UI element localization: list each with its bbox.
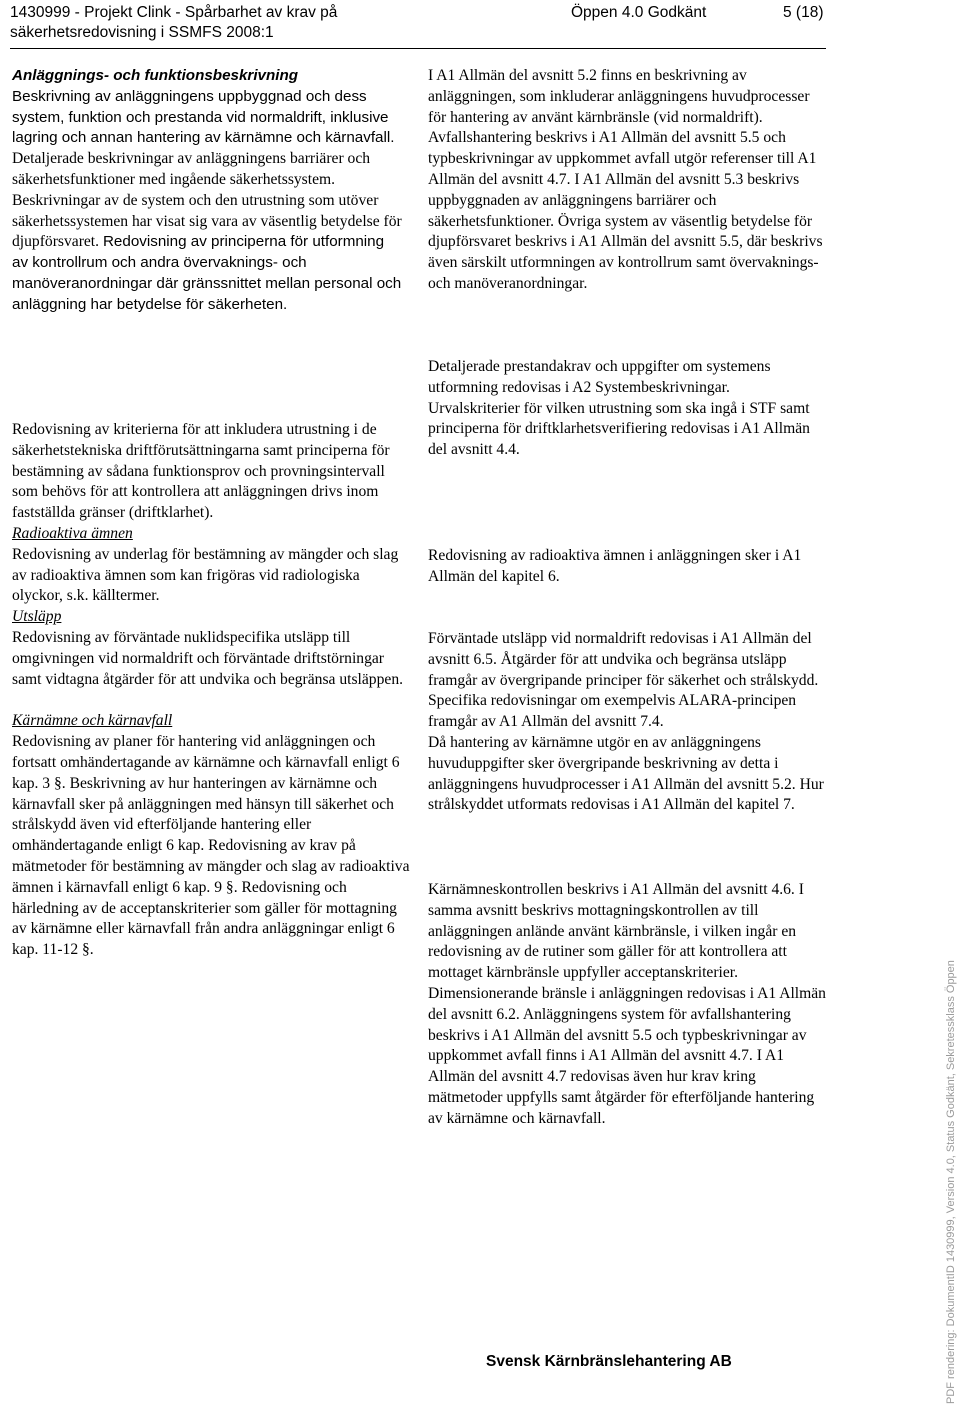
section-heading-releases: Utsläpp [12,608,62,626]
section-heading-radioactive: Radioaktiva ämnen [12,524,133,542]
right-column-response-2 [428,357,826,461]
right-column-response-3 [428,546,826,588]
pdf-rendering-sidebar: PDF rendering: DokumentID 1430999, Version 4.0, Status Godkänt, Sekretessklass Öppen [945,960,957,1404]
left-block-requirements [12,420,410,961]
requirement-paragraph-releases: Redovisning av förväntade nuklidspecifika utsläpp till omgivningen vid normaldrift och förväntade driftstörningar samt vidtagna åtgärder för att undvika och begränsa utsläppen. [12,628,404,688]
response-paragraph-releases: Förväntade utsläpp vid normaldrift redovisas i A1 Allmän del avsnitt 6.5. Åtgärder för att undvika och begränsa utsläpp framgår av övergripande principer för säkerhet och strålskydd. Specifika redovisningar om exempelvis ALARA-principen framgår av A1 Allmän del avsnitt 7.4. [428,630,819,731]
response-paragraph-nuclear-handling: Då hantering av kärnämne utgör en av anläggningens huvuduppgifter sker övergripande beskrivning av detta i anläggningens huvudprocesser i A1 Allmän del avsnitt 5.2. Hur strålskyddet utformats redovisas i A1 Allmän del kapitel 7. [428,733,824,814]
response-paragraph-facility: I A1 Allmän del avsnitt 5.2 finns en beskrivning av anläggningen, som inkluderar anläggningens huvudprocesser för hantering av använt kärnbränsle (vid normaldrift). Avfallshantering beskrivs i A1 Allmän del avsnitt 5.5 och typbeskrivningar av uppkommet avfall utgör referenser till A1 Allmän del avsnitt 4.7. I A1 Allmän del avsnitt 5.3 beskrivs uppbyggnaden av anläggningens barriärer och säkerhetsfunktioner. Övriga system av väsentlig betydelse för djupförsvaret beskrivs i A1 Allmän del avsnitt 5.5, där beskrivs även särskilt utformningen av kontrollrum samt övervaknings- och manöveranordningar. [428,67,823,292]
response-paragraph-performance: Detaljerade prestandakrav och uppgifter om systemens utformning redovisas i A2 Systembeskrivningar. [428,358,771,396]
document-title: 1430999 - Projekt Clink - Spårbarhet av krav på [10,4,338,21]
document-status: Öppen 4.0 Godkänt [571,4,707,21]
header-divider [10,48,826,49]
document-subtitle: säkerhetsredovisning i SSMFS 2008:1 [10,24,274,41]
right-column-response-4 [428,629,826,816]
footer-company: Svensk Kärnbränslehantering AB [486,1353,732,1370]
requirement-paragraph-operability: Redovisning av kriterierna för att inkludera utrustning i de säkerhetstekniska driftförutsättningarna samt principerna för bestämning av sådana funktionsprov och provningsintervall som behövs för att kontrollera att anläggningen drivs inom fastställda gränser (driftklarhet). [12,421,390,522]
right-column-response-1 [428,66,826,295]
page-number: 5 (18) [783,4,824,21]
response-paragraph-radioactive: Redovisning av radioaktiva ämnen i anläggningen sker i A1 Allmän del kapitel 6. [428,547,802,585]
section-heading-design: Anläggnings- och funktionsbeskrivning [12,67,299,84]
section-heading-nuclear-material: Kärnämne och kärnavfall [12,712,173,730]
response-paragraph-selection-criteria: Urvalskriterier för vilken utrustning som ska ingå i STF samt principerna för driftklarhetsverifiering redovisas i A1 Allmän del avsnitt 4.4. [428,399,810,459]
requirement-paragraph-nuclear-material: Redovisning av planer för hantering vid anläggningen och fortsatt omhändertagande av kärnämne och kärnavfall enligt 6 kap. 3 §. Beskrivning av hur hanteringen av kärnämne och kärnavfall sker på anläggningen med hänsyn till säkerhet och strålskydd även vid efterföljande hantering eller omhändertagande enligt 6 kap. Redovisning av krav på mätmetoder för bestämning av mängder och slag av radioaktiva ämnen i kärnavfall enligt 6 kap. 9 §. Redovisning och härledning av de acceptanskriterier som gäller för mottagning av kärnämne eller kärnavfall från andra anläggningar enligt 6 kap. 11-12 §. [12,733,410,959]
left-block-design-description [12,66,404,316]
requirement-paragraph-radioactive: Redovisning av underlag för bestämning av mängder och slag av radioaktiva ämnen som kan frigöras vid radiologiska olyckor, s.k. källtermer. [12,545,399,605]
requirement-paragraph-design: Beskrivning av anläggningens uppbyggnad och dess system, funktion och prestanda vid normaldrift, inklusive lagring och annan hantering av kärnämne och kärnavfall. Detaljerade beskrivningar av anläggningens barriärer och säkerhetsfunktioner med ingående säkerhetssystem. Beskrivningar av de system och den utrustning som utöver säkerhetssystemen har visat sig vara av väsentlig betydelse för djupförsvaret. Redovisning av principerna för utformning av kontrollrum och andra övervaknings- och manöveranordningar där gränssnittet mellan personal och anläggning har betydelse för säkerheten. [12,87,402,313]
response-paragraph-material-control: Kärnämneskontrollen beskrivs i A1 Allmän del avsnitt 4.6. I samma avsnitt beskrivs mottagningskontrollen av till anläggningen anlände använt kärnbränsle, i vilken ingår en redovisning av de rutiner som gäller för att kontrollera att mottaget kärnbränsle uppfyller acceptanskriterier. Dimensionerande bränsle i anläggningen redovisas i A1 Allmän del avsnitt 6.2. Anläggningens system för avfallshantering beskrivs i A1 Allmän del avsnitt 5.5 och typbeskrivningar av uppkommet avfall finns i A1 Allmän del avsnitt 4.7. I A1 Allmän del avsnitt 4.7 redovisas även hur krav kring mätmetoder uppfylls samt åtgärder för efterföljande hantering av kärnämne och kärnavfall. [428,881,826,1127]
right-column-response-5 [428,880,826,1130]
